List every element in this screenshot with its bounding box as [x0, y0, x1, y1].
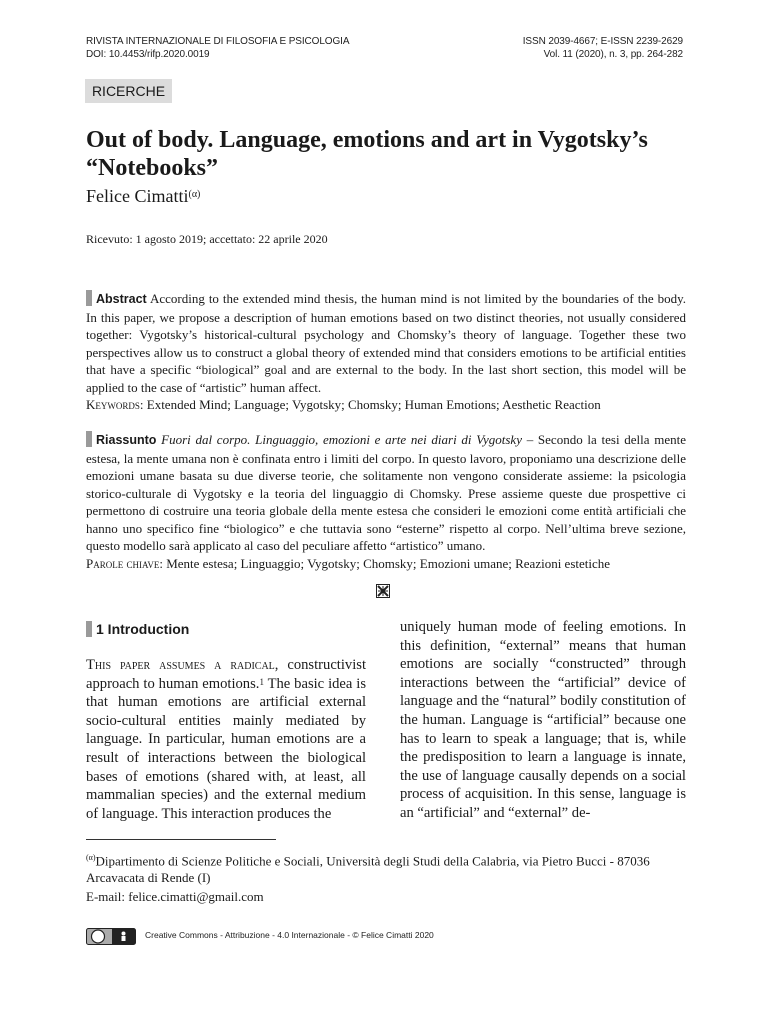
introduction-column-left: [86, 656, 366, 823]
abstract-block: [86, 290, 686, 414]
section-marker-bar: [86, 431, 92, 447]
riassunto-paragraph: [86, 431, 686, 555]
intro-text-part-2: The basic idea is that human emotions are artificial external socio-cultural entities mainly mediated by language. In particular, human emotions are a result of interactions between the biological bases of emotions (shared with, at least, all mammalian species) and the external medium of language. This interaction produces the: [86, 675, 367, 822]
parole-chiave-text: Mente estesa; Linguaggio; Vygotsky; Chomsky; Emozioni umane; Reazioni estetiche: [166, 555, 611, 571]
footnote-mark: (α): [86, 853, 96, 862]
keywords-line: [86, 396, 686, 414]
introduction-heading: [86, 620, 189, 638]
author-affiliation-mark: (α): [188, 189, 201, 200]
footnote-ref[interactable]: 1: [259, 676, 264, 687]
introduction-column-right: uniquely human mode of feeling emotions. In this definition, “external” means that human emotions are socially “constructed” through interactions between the “artificial” device of language and the “natural” bodily constitution of the human. Language is “artificial” because one has to learn to speak a language; that is, while the predisposition to learn a language is innate, the use of language causally depends on a social process of acquisition. In this sense, language is an “artificial” and “external” de-: [400, 619, 686, 821]
footnote-email[interactable]: E-mail: felice.cimatti@gmail.com: [86, 889, 264, 904]
section-label: RICERCHE: [85, 79, 172, 103]
parole-chiave-line: [86, 555, 686, 573]
ornament-icon: [376, 584, 390, 598]
parole-chiave-label: Parole chiave:: [86, 555, 163, 571]
intro-lead-smallcaps: This paper assumes a radical: [86, 657, 275, 673]
riassunto-text: – Secondo la tesi della mente estesa, la mente umana non è confinata entro i limiti del corpo. In questo lavoro, proponiamo una descrizione delle emozioni umane basata su due diverse teorie, che solitamente non vengono considerate assieme: la psicologia storico-culturale di Vygotsky e la teoria del linguaggio di Chomsky. Prese assieme queste due prospettive ci permettono di costruire una teoria globale della mente estesa che consideri le emozioni come entità artificiali che hanno uno specifico fine “biologico” e che tuttavia sono “esterne” rispetto al corpo. Nell’ultima breve sezione, questo modello sarà applicato al caso del peculiare affetto “artistico” umano.: [86, 432, 687, 553]
author-name: Felice Cimatti: [86, 186, 189, 206]
abstract-label: Abstract: [96, 292, 147, 306]
license-text: Creative Commons - Attribuzione - 4.0 Internazionale - © Felice Cimatti 2020: [145, 930, 434, 940]
running-header-left: [86, 35, 426, 61]
running-header-right: [420, 35, 683, 61]
creative-commons-badge-icon[interactable]: [86, 928, 136, 945]
keywords-text: Extended Mind; Language; Vygotsky; Chomsky; Human Emotions; Aesthetic Reaction: [146, 397, 601, 412]
intro-text-part-1: , constructivist approach to human emotions.: [86, 657, 366, 692]
abstract-paragraph: [86, 290, 686, 396]
article-title: Out of body. Language, emotions and art in Vygotsky’s “Notebooks”: [86, 127, 648, 181]
riassunto-italic-title: Fuori dal corpo. Linguaggio, emozioni e arte nei diari di Vygotsky: [161, 432, 522, 447]
footnote-affiliation: [86, 849, 696, 886]
section-marker-bar: [86, 290, 92, 306]
issn: ISSN 2039-4667; E-ISSN 2239-2629: [522, 36, 683, 47]
section-marker-bar: [86, 621, 92, 637]
riassunto-block: [86, 431, 686, 572]
riassunto-label: Riassunto: [96, 433, 157, 447]
journal-name: RIVISTA INTERNAZIONALE DI FILOSOFIA E PSICOLOGIA: [86, 36, 350, 47]
volume-info: Vol. 11 (2020), n. 3, pp. 264-282: [543, 49, 683, 60]
footnote-rule: [86, 839, 276, 840]
affiliation-text: Dipartimento di Scienze Politiche e Sociali, Università degli Studi della Calabria, via Pietro Bucci - 87036 Arcavacata di Rende (I): [86, 853, 650, 886]
abstract-text: According to the extended mind thesis, the human mind is not limited by the boundaries of the body. In this paper, we propose a description of human emotions based on two distinct theories, not usually considered together: Vygotsky’s historical-cultural psychology and Chomsky’s theory of language. Together these two perspectives allow us to construct a global theory of extended mind that considers emotions to be artificial entities that have a specific “biological” goal and are external to the body. In the last short section, this model will be applied to the case of “artistic” human affect.: [86, 291, 686, 395]
received-dates: Ricevuto: 1 agosto 2019; accettato: 22 aprile 2020: [86, 232, 328, 246]
author-line: [86, 185, 200, 207]
keywords-label: Keywords:: [86, 397, 144, 412]
doi[interactable]: DOI: 10.4453/rifp.2020.0019: [86, 49, 210, 60]
introduction-heading-text: 1 Introduction: [96, 621, 190, 637]
